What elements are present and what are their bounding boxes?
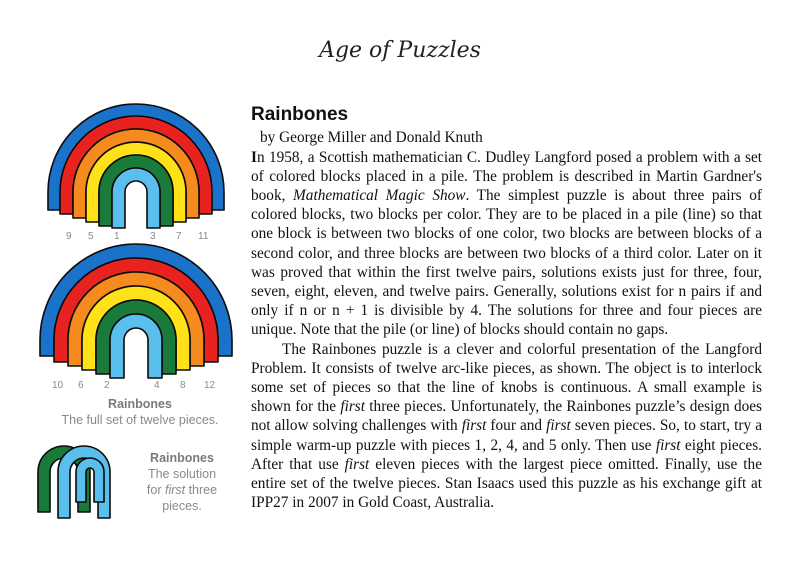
solution-caption-line3: pieces. [162, 499, 202, 513]
label-7: 7 [176, 231, 182, 242]
full-set-caption [30, 396, 250, 428]
label-9: 9 [66, 231, 72, 242]
solution-caption-line1: The solution [147, 467, 217, 481]
solution-caption-line2: for first three [146, 483, 218, 497]
rainbow-even-pieces [40, 244, 232, 378]
article-title: Rainbones [251, 104, 349, 125]
label-8: 8 [180, 380, 186, 391]
label-6: 6 [78, 380, 84, 391]
label-11: 11 [198, 231, 209, 242]
label-12: 12 [204, 380, 216, 391]
full-set-caption-title: Rainbones [108, 397, 172, 411]
solution-three-pieces [38, 446, 110, 518]
piece-4 [96, 300, 176, 374]
rainbow-odd-pieces [48, 104, 224, 228]
label-10: 10 [52, 380, 64, 391]
label-4: 4 [154, 380, 160, 391]
piece-1 [112, 168, 160, 228]
piece-3 [99, 155, 173, 226]
full-set-caption-text: The full set of twelve pieces. [61, 413, 219, 427]
label-3: 3 [150, 231, 156, 242]
paragraph-2: The Rainbones puzzle is a clever and colorful presentation of the Langford Problem. It consists of twelve arc-like pieces, as shown. The object is to interlock some set of pieces so that the line of knobs is continuous. A small example is shown for the first three pieces. Unfortunately, the Rainbones puzzle’s design does not allow solving challenges with first four and first seven pieces. So, to start, try a simple warm-up puzzle with pieces 1, 2, 4, and 5 only. Then use first eight pieces. After that use first eleven pieces with the largest piece omitted. Finally, use the entire set of the twelve pieces. Stan Isaacs used this puzzle as his exchange gift at IPP27 in 2007 in Gold Coast, Australia. [251, 340, 763, 512]
label-2: 2 [104, 380, 110, 391]
page-header: Age of Puzzles [319, 38, 481, 63]
solution-caption [138, 450, 226, 514]
label-1: 1 [114, 231, 120, 242]
piece-2 [110, 314, 162, 378]
article-byline: by George Miller and Donald Knuth [260, 129, 483, 146]
label-5: 5 [88, 231, 94, 242]
article [251, 104, 762, 512]
paragraph-1: In 1958, a Scottish mathematician C. Dudley Langford posed a problem with a set of colored blocks placed in a pile. The problem is described in Martin Gardner's book, Mathematical Magic Show. The simplest puzzle is about three pairs of colored blocks, two blocks per color. They are to be placed in a pile (line) so that one block is between two blocks of one color, two blocks are between blocks of a second color, and three blocks are between two blocks of a third color. Later on it was proved that within the first twelve pairs, solutions exists just for three, four, seven, eight, eleven, and twelve pairs. Generally, solutions exist for n pairs if and only if n or n + 1 is divisible by 4. The solutions for three and four pieces are unique. Note that the pile (or line) of blocks should contain no gaps. [251, 148, 762, 339]
solution-caption-title: Rainbones [150, 451, 214, 465]
